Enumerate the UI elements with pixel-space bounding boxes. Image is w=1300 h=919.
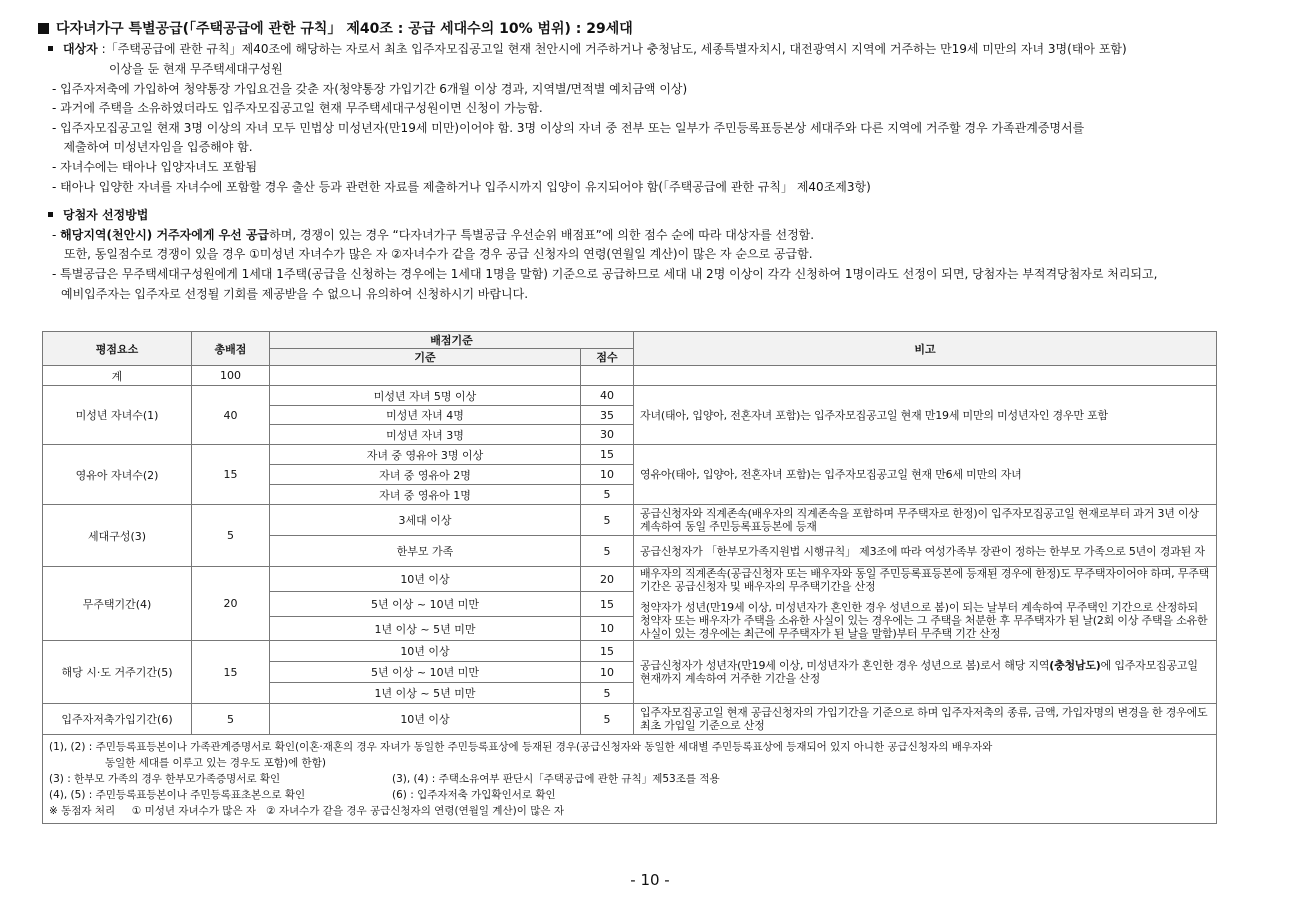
total-cell: 20 (192, 567, 270, 641)
points-cell: 5 (581, 683, 634, 704)
points-cell: 15 (581, 445, 634, 465)
points-cell: 5 (581, 536, 634, 567)
header-factor: 평점요소 (43, 332, 192, 366)
points-cell: 5 (581, 505, 634, 536)
criteria-cell: 1년 이상 ~ 5년 미만 (270, 617, 581, 641)
criteria-cell: 미성년 자녀 4명 (270, 406, 581, 425)
header-criteria: 기준 (270, 349, 581, 366)
criteria-cell: 5년 이상 ~ 10년 미만 (270, 662, 581, 683)
page-number: - 10 - (630, 871, 670, 889)
criteria-cell: 한부모 가족 (270, 536, 581, 567)
criteria-cell: 3세대 이상 (270, 505, 581, 536)
factor-cell: 입주자저축가입기간(6) (43, 704, 192, 735)
criteria-cell: 10년 이상 (270, 641, 581, 662)
header-criteria-group: 배점기준 (270, 332, 634, 349)
factor-cell: 미성년 자녀수(1) (43, 386, 192, 445)
criteria-cell: 1년 이상 ~ 5년 미만 (270, 683, 581, 704)
points-cell: 15 (581, 592, 634, 617)
total-cell: 40 (192, 386, 270, 445)
total-cell: 5 (192, 704, 270, 735)
eligibility-item: 제출하여 미성년자임을 입증해야 함. (52, 140, 253, 154)
criteria-cell: 자녀 중 영유아 1명 (270, 485, 581, 505)
footnotes: (1), (2) : 주민등록표등본이나 가족관계증명서로 확인(이혼·재혼의 경우 자녀가 동일한 주민등록표상에 등재된 경우(공급신청자와 동일한 세대별 주민등록표상에 등재되어 있지 아니한 공급신청자의 배우자와 동일한 세대를 이루고 있는 경우도 포함)에 한함) (3) : 한부모 가족의 경우 한부모가족증명서로 확인 (3), (4) : 주택소유여부 판단시「주택공급에 관한 규칙」제53조를 적용 (4), (5) : 주민등록표등본이나 주민등록표초본으로 확인 (6) : 입주자저축 가입확인서로 확인 ※ 동점자 처리 ① 미성년 자녀수가 많은 자 ② 자녀수가 같을 경우 공급신청자의 연령(연월일 계산)이 많은 자 (43, 735, 1217, 824)
header-total: 총배점 (192, 332, 270, 366)
total-cell: 5 (192, 505, 270, 567)
points-cell: 10 (581, 465, 634, 485)
selection-line: 또한, 동일점수로 경쟁이 있을 경우 ①미성년 자녀수가 많은 자 ②자녀수가 같을 경우 공급 신청자의 연령(연월일 계산)이 많은 자 순으로 공급함. (64, 247, 813, 261)
points-cell: 40 (581, 386, 634, 406)
score-table (42, 331, 1217, 824)
factor-cell: 무주택기간(4) (43, 567, 192, 641)
section-heading: 다자녀가구 특별공급(「주택공급에 관한 규칙」 제40조 : 공급 세대수의 10% 범위) : 29세대 (38, 18, 633, 38)
criteria-cell: 미성년 자녀 5명 이상 (270, 386, 581, 406)
eligibility-item: - 입주자모집공고일 현재 3명 이상의 자녀 모두 민법상 미성년자(만19세 미만)이어야 함. 3명 이상의 자녀 중 전부 또는 일부가 주민등록표등본상 세대주와 다른 지역에 거주할 경우 가족관계증명서를 (52, 121, 1085, 135)
eligibility-item: - 입주자저축에 가입하여 청약통장 가입요건을 갖춘 자(청약통장 가입기간 6개월 이상 경과, 지역별/면적별 예치금액 이상) (52, 82, 688, 96)
eligibility-line-cont: 이상을 둔 현재 무주택세대구성원 (109, 62, 283, 76)
factor-cell: 영유아 자녀수(2) (43, 445, 192, 505)
selection-line: 예비입주자는 입주자로 선정될 기회를 제공받을 수 없으니 유의하여 신청하시기 바랍니다. (61, 287, 529, 301)
remark-cell: 자녀(태아, 입양아, 전혼자녀 포함)는 입주자모집공고일 현재 만19세 미만의 미성년자인 경우만 포함 (634, 386, 1217, 445)
points-cell: 5 (581, 485, 634, 505)
remark-cell: 공급신청자가 성년자(만19세 이상, 미성년자가 혼인한 경우 성년으로 봄)로서 해당 지역(충청남도)에 입주자모집공고일 현재까지 계속하여 거주한 기간을 산정 (634, 641, 1217, 704)
factor-cell: 세대구성(3) (43, 505, 192, 567)
factor-cell: 해당 시·도 거주기간(5) (43, 641, 192, 704)
criteria-cell: 5년 이상 ~ 10년 미만 (270, 592, 581, 617)
total-cell: 15 (192, 445, 270, 505)
sum-label: 계 (43, 366, 192, 386)
points-cell: 20 (581, 567, 634, 592)
criteria-cell: 미성년 자녀 3명 (270, 425, 581, 445)
points-cell: 10 (581, 662, 634, 683)
criteria-cell: 10년 이상 (270, 704, 581, 735)
remark-cell: 영유아(태아, 입양아, 전혼자녀 포함)는 입주자모집공고일 현재 만6세 미만의 자녀 (634, 445, 1217, 505)
eligibility-item: - 자녀수에는 태아나 입양자녀도 포함됨 (52, 160, 258, 174)
points-cell: 35 (581, 406, 634, 425)
bullet-icon (48, 46, 53, 51)
criteria-cell: 10년 이상 (270, 567, 581, 592)
criteria-cell: 자녀 중 영유아 3명 이상 (270, 445, 581, 465)
remark-cell: 공급신청자와 직계존속(배우자의 직계존속을 포함하며 무주택자로 한정)이 입주자모집공고일 현재로부터 과거 3년 이상 계속하여 동일 주민등록표등본에 등재 (634, 505, 1217, 536)
eligibility-line: 대상자 :「주택공급에 관한 규칙」제40조에 해당하는 자로서 최초 입주자모집공고일 현재 천안시에 거주하거나 충청남도, 세종특별자치시, 대전광역시 지역에 거주하는 만19세 미만의 자녀 3명(태아 포함) (48, 41, 1127, 57)
points-cell: 5 (581, 704, 634, 735)
bullet-icon (48, 212, 53, 217)
selection-line: - 특별공급은 무주택세대구성원에게 1세대 1주택(공급을 신청하는 경우에는 1세대 1명을 말함) 기준으로 공급하므로 세대 내 2명 이상이 각각 신청하여 1명이라도 선정이 되면, 당첨자는 부적격당첨자로 처리되고, (52, 267, 1158, 281)
header-remarks: 비고 (634, 332, 1217, 366)
remark-cell: 공급신청자가 「한부모가족지원법 시행규칙」 제3조에 따라 여성가족부 장관이 정하는 한부모 가족으로 5년이 경과된 자 (634, 536, 1217, 567)
criteria-cell: 자녀 중 영유아 2명 (270, 465, 581, 485)
selection-title: 당첨자 선정방법 (48, 207, 148, 223)
points-cell: 10 (581, 617, 634, 641)
sum-value: 100 (192, 366, 270, 386)
square-bullet-icon (38, 23, 49, 34)
total-cell: 15 (192, 641, 270, 704)
header-points: 점수 (581, 349, 634, 366)
eligibility-item: - 과거에 주택을 소유하였더라도 입주자모집공고일 현재 무주택세대구성원이면 신청이 가능함. (52, 101, 543, 115)
eligibility-item: - 태아나 입양한 자녀를 자녀수에 포함할 경우 출산 등과 관련한 자료를 제출하거나 입주시까지 입양이 유지되어야 함(「주택공급에 관한 규칙」 제40조제3항) (52, 180, 871, 194)
points-cell: 30 (581, 425, 634, 445)
points-cell: 15 (581, 641, 634, 662)
remark-cell: 입주자모집공고일 현재 공급신청자의 가입기간을 기준으로 하며 입주자저축의 종류, 금액, 가입자명의 변경을 한 경우에도 최초 가입일 기준으로 산정 (634, 704, 1217, 735)
selection-line: - 해당지역(천안시) 거주자에게 우선 공급하며, 경쟁이 있는 경우 “다자녀가구 특별공급 우선순위 배점표”에 의한 점수 순에 따라 대상자를 선정함. (52, 228, 815, 242)
remark-cell: 배우자의 직계존속(공급신청자 또는 배우자와 동일 주민등록표등본에 등재된 경우에 한정)도 무주택자이어야 하며, 무주택기간은 공급신청자 및 배우자의 무주택기간을 산정 청약자가 성년(만19세 이상, 미성년자가 혼인한 경우 성년으로 봄)이 되는 날부터 계속하여 무주택인 기간으로 산정하되 청약자 또는 배우자가 주택을 소유한 사실이 있는 경우에는 그 주택을 처분한 후 무주택자가 된 날(2회 이상 주택을 소유한 사실이 있는 경우에는 최근에 무주택자가 된 날을 말함)부터 무주택 기간 산정 (634, 567, 1217, 641)
